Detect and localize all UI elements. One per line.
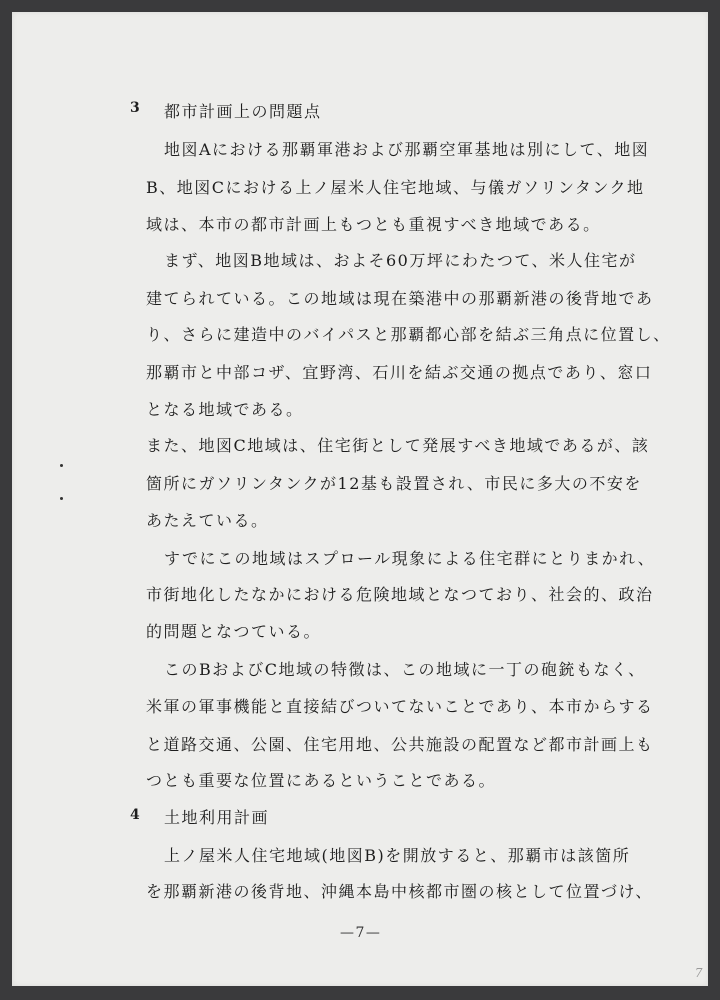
section-3-line: 域は、本市の都市計画上もつとも重視すべき地域である。 bbox=[146, 215, 601, 234]
section-3-line: つとも重要な位置にあるということである。 bbox=[146, 771, 497, 790]
section-3-line: また、地図C地域は、住宅街として発展すべき地域であるが、該 bbox=[146, 436, 650, 455]
margin-dot bbox=[60, 464, 63, 467]
section-3-line: 市街地化したなかにおける危険地域となつており、社会的、政治 bbox=[146, 585, 654, 604]
section-3-number: 3 bbox=[130, 100, 142, 116]
section-3-line: 的問題となつている。 bbox=[146, 622, 322, 641]
section-3-line: り、さらに建造中のバイパスと那覇都心部を結ぶ三角点に位置し、 bbox=[146, 325, 671, 344]
section-4-title: 土地利用計画 bbox=[164, 808, 270, 827]
section-3-title: 都市計画上の問題点 bbox=[164, 102, 322, 121]
section-3-line: 箇所にガソリンタンクが12基も設置され、市民に多大の不安を bbox=[146, 474, 642, 493]
page-number: —7— bbox=[340, 925, 382, 941]
section-3-line: 米軍の軍事機能と直接結びついてないことであり、本市からする bbox=[146, 697, 654, 716]
section-3-line: 建てられている。この地域は現在築港中の那覇新港の後背地であ bbox=[146, 289, 654, 308]
section-3-line: まず、地図B地域は、およそ60万坪にわたつて、米人住宅が bbox=[164, 251, 637, 270]
section-4-line: 上ノ屋米人住宅地域(地図B)を開放すると、那覇市は該箇所 bbox=[164, 846, 631, 865]
corner-mark: 7 bbox=[694, 966, 704, 980]
section-3-line: 地図Aにおける那覇軍港および那覇空軍基地は別にして、地図 bbox=[164, 140, 650, 159]
section-4-line: を那覇新港の後背地、沖縄本島中核都市圏の核として位置づけ、 bbox=[146, 882, 653, 901]
section-3-line: すでにこの地域はスプロール現象による住宅群にとりまかれ、 bbox=[164, 549, 656, 568]
section-3-line: となる地域である。 bbox=[146, 400, 304, 419]
margin-dot bbox=[60, 497, 63, 500]
section-3-line: 那覇市と中部コザ、宜野湾、石川を結ぶ交通の拠点であり、窓口 bbox=[146, 363, 653, 382]
section-3-line: あたえている。 bbox=[146, 511, 269, 530]
document-page bbox=[12, 12, 708, 986]
section-3-line: と道路交通、公園、住宅用地、公共施設の配置など都市計画上も bbox=[146, 735, 654, 754]
section-3-line: このBおよびC地域の特徴は、この地域に一丁の砲銃もなく、 bbox=[164, 660, 646, 679]
section-3-line: B、地図Cにおける上ノ屋米人住宅地域、与儀ガソリンタンク地 bbox=[146, 178, 645, 197]
document-body bbox=[12, 12, 708, 986]
section-4-number: 4 bbox=[130, 807, 142, 823]
